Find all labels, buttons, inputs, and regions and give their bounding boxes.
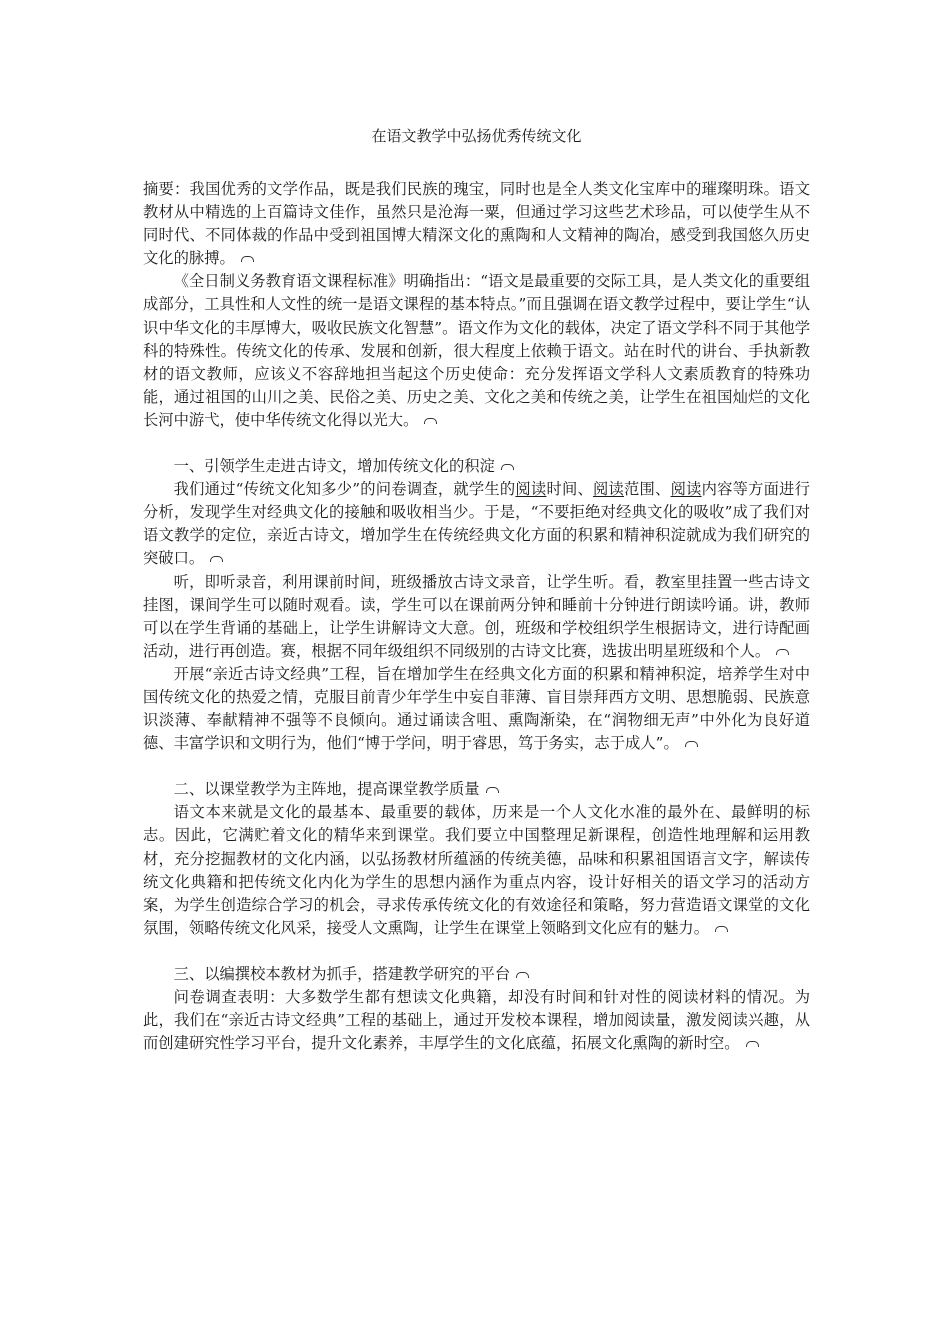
hyperlink-reading-3[interactable]: 阅读 xyxy=(670,480,702,499)
section2-paragraph-1 xyxy=(143,801,810,940)
hyperlink-reading-2[interactable]: 阅读 xyxy=(592,480,625,499)
paragraph-mark-icon xyxy=(501,464,514,470)
paragraph-mark-icon xyxy=(486,787,499,793)
document-page xyxy=(143,125,810,1055)
paragraph-mark-icon xyxy=(746,1041,759,1047)
section1-p1-text-a: 我们通过“传统文化知多少”的问卷调查，就学生的 xyxy=(173,480,516,499)
intro-paragraph xyxy=(143,270,810,432)
section2-heading-text: 二、以课堂教学为主阵地，提高课堂教学质量 xyxy=(173,780,480,799)
section1-p1-text-d: 内容等方面进行分析，发现学生对经典文化的接触和吸收相当少。于是，“不要拒绝对经典文化的吸收”成了我们对语文教学的定位，亲近古诗文，增加学生在传统经典文化方面的积累和精神积淀就成为我们研究的突破口。 xyxy=(143,480,810,568)
blank-line xyxy=(143,755,810,778)
paragraph-mark-icon xyxy=(776,649,789,655)
section1-paragraph-2 xyxy=(143,571,810,663)
section3-heading-text: 三、以编撰校本教材为抓手，搭建教学研究的平台 xyxy=(173,964,511,983)
section1-p2-text: 听，即听录音，利用课前时间，班级播放古诗文录音，让学生听。看，教室里挂置一些古诗文挂图，课间学生可以随时观看。读，学生可以在课前两分钟和睡前十分钟进行朗读吟诵。讲，教师可以在学生背诵的基础上，让学生讲解诗文大意。创，班级和学校组织学生根据诗文，进行诗配画活动，进行再创造。赛，根据不同年级组织不同级别的古诗文比赛，选拔出明星班级和个人。 xyxy=(143,572,810,660)
section1-heading-text: 一、引领学生走进古诗文，增加传统文化的积淀 xyxy=(173,457,495,476)
section3-heading xyxy=(143,963,810,986)
abstract-paragraph xyxy=(143,178,810,270)
intro-text: 《全日制义务教育语文课程标准》明确指出：“语文是最重要的交际工具，是人类文化的重要组成部分，工具性和人文性的统一是语文课程的基本特点。”而且强调在语文教学过程中，要让学生“认识中华文化的丰厚博大，吸收民族文化智慧”。语文作为文化的载体，决定了语文学科不同于其他学科的特殊性。传统文化的传承、发展和创新，很大程度上依赖于语文。站在时代的讲台、手执新教材的语文教师，应该义不容辞地担当起这个历史使命：充分发挥语文学科人文素质教育的特殊功能，通过祖国的山川之美、民俗之美、历史之美、文化之美和传统之美，让学生在祖国灿烂的文化长河中游弋，使中华传统文化得以光大。 xyxy=(143,272,810,429)
paragraph-mark-icon xyxy=(516,972,529,978)
blank-line xyxy=(143,940,810,963)
document-title: 在语文教学中弘扬优秀传统文化 xyxy=(371,127,582,145)
section3-paragraph-1 xyxy=(143,986,810,1055)
section1-paragraph-3 xyxy=(143,663,810,755)
section1-paragraph-1 xyxy=(143,478,810,570)
paragraph-mark-icon xyxy=(715,926,728,932)
paragraph-mark-icon xyxy=(424,418,437,424)
section1-p1-text-c: 范围、 xyxy=(624,480,671,499)
blank-line xyxy=(143,432,810,455)
abstract-text: 摘要：我国优秀的文学作品，既是我们民族的瑰宝，同时也是全人类文化宝库中的璀璨明珠。语文教材从中精选的上百篇诗文佳作，虽然只是沧海一粟，但通过学习这些艺术珍品，可以使学生从不同时代、不同体裁的作品中受到祖国博大精深文化的熏陶和人文精神的陶冶，感受到我国悠久历史文化的脉搏。 xyxy=(143,180,810,268)
hyperlink-reading-1[interactable]: 阅读 xyxy=(515,480,547,499)
section1-p1-text-b: 时间、 xyxy=(546,480,593,499)
paragraph-mark-icon xyxy=(210,556,223,562)
paragraph-mark-icon xyxy=(685,741,698,747)
section2-heading xyxy=(143,778,810,801)
section1-heading xyxy=(143,455,810,478)
section3-p1-text: 问卷调查表明：大多数学生都有想读文化典籍，却没有时间和针对性的阅读材料的情况。为此，我们在“亲近古诗文经典”工程的基础上，通过开发校本课程，增加阅读量，激发阅读兴趣，从而创建研究性学习平台，提升文化素养，丰厚学生的文化底蕴，拓展文化熏陶的新时空。 xyxy=(143,988,810,1053)
section2-p1-text: 语文本来就是文化的最基本、最重要的载体，历来是一个人文化水准的最外在、最鲜明的标志。因此，它满贮着文化的精华来到课堂。我们要立中国整理足新课程，创造性地理解和运用教材，充分挖掘教材的文化内涵，以弘扬教材所蕴涵的传统美德，品味和积累祖国语言文字，解读传统文化典籍和把传统文化内化为学生的思想内涵作为重点内容，设计好相关的语文学习的活动方案，为学生创造综合学习的机会，寻求传承传统文化的有效途径和策略，努力营造语文课堂的文化氛围，领略传统文化风采，接受人文熏陶，让学生在课堂上领略到文化应有的魅力。 xyxy=(143,803,810,937)
paragraph-mark-icon xyxy=(241,256,254,262)
section1-p3-text: 开展“亲近古诗文经典”工程，旨在增加学生在经典文化方面的积累和精神积淀，培养学生对中国传统文化的热爱之情，克服目前青少年学生中妄自菲薄、盲目崇拜西方文明、思想脆弱、民族意识淡薄、奉献精神不强等不良倾向。通过诵读含咀、熏陶渐染，在“润物细无声”中外化为良好道德、丰富学识和文明行为，他们“博于学问，明于睿思，笃于务实，志于成人”。 xyxy=(143,664,810,753)
